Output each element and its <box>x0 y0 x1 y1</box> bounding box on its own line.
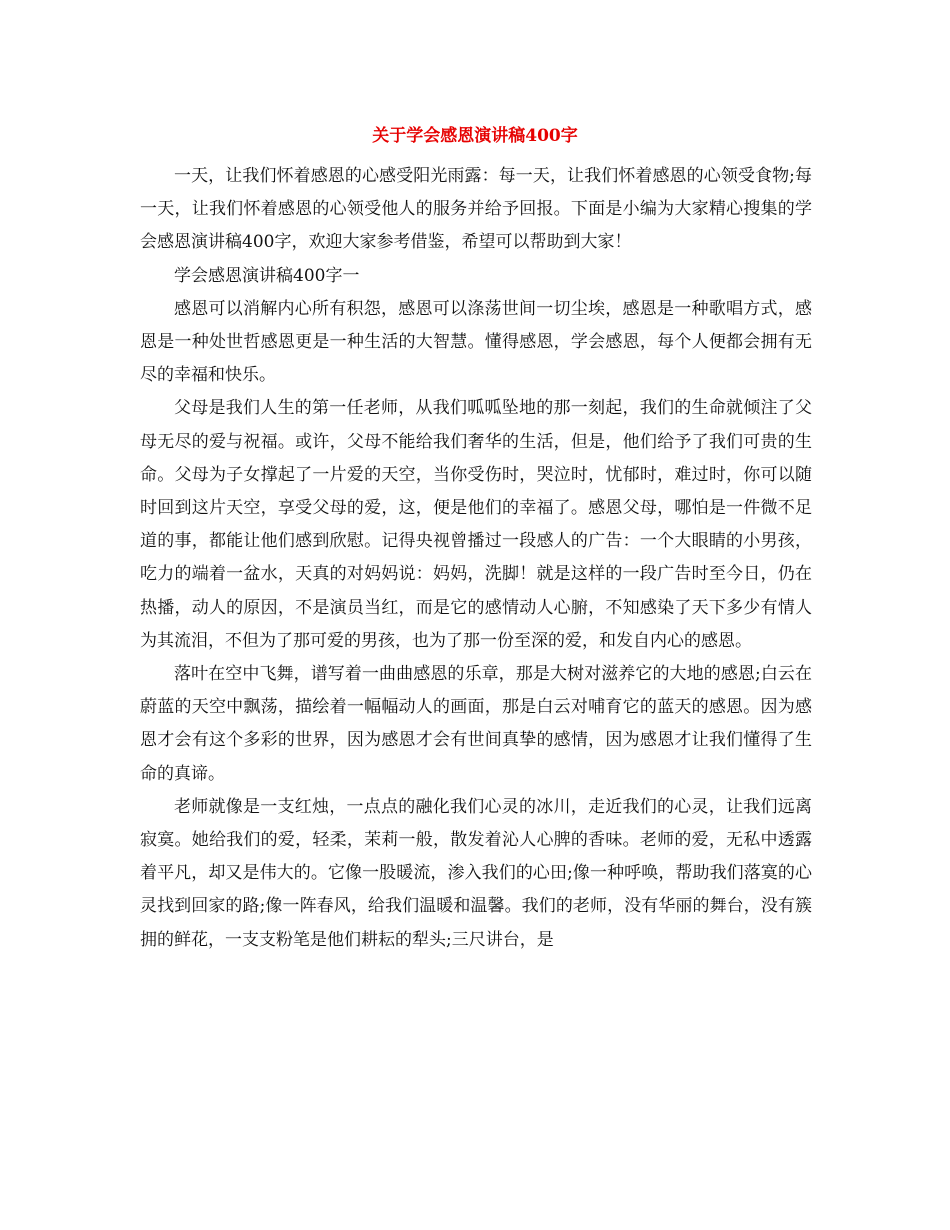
document-body <box>140 160 812 957</box>
paragraph: 父母是我们人生的第一任老师，从我们呱呱坠地的那一刻起，我们的生命就倾注了父母无尽的爱与祝福。或许，父母不能给我们奢华的生活，但是，他们给予了我们可贵的生命。父母为子女撑起了一片爱的天空，当你受伤时，哭泣时，忧郁时，难过时，你可以随时回到这片天空，享受父母的爱，这，便是他们的幸福了。感恩父母，哪怕是一件微不足道的事，都能让他们感到欣慰。记得央视曾播过一段感人的广告：一个大眼睛的小男孩，吃力的端着一盆水，天真的对妈妈说：妈妈，洗脚！就是这样的一段广告时至今日，仍在热播，动人的原因，不是演员当红，而是它的感情动人心腑，不知感染了天下多少有情人为其流泪，不但为了那可爱的男孩，也为了那一份至深的爱，和发自内心的感恩。 <box>140 398 812 651</box>
paragraph: 老师就像是一支红烛，一点点的融化我们心灵的冰川，走近我们的心灵，让我们远离寂寞。她给我们的爱，轻柔，茉莉一般，散发着沁人心脾的香味。老师的爱，无私中透露着平凡，却又是伟大的。它像一股暖流，渗入我们的心田;像一种呼唤，帮助我们落寞的心灵找到回家的路;像一阵春风，给我们温暖和温馨。我们的老师，没有华丽的舞台，没有簇拥的鲜花，一支支粉笔是他们耕耘的犁头;三尺讲台，是 <box>140 796 812 950</box>
section-heading: 学会感恩演讲稿400字一 <box>174 265 360 286</box>
paragraph: 感恩可以消解内心所有积怨，感恩可以涤荡世间一切尘埃，感恩是一种歌唱方式，感恩是一种处世哲感恩更是一种生活的大智慧。懂得感恩，学会感恩，每个人便都会拥有无尽的幸福和快乐。 <box>140 298 812 386</box>
document-title: 关于学会感恩演讲稿400字 <box>372 126 578 146</box>
paragraph-intro: 一天，让我们怀着感恩的心感受阳光雨露：每一天，让我们怀着感恩的心领受食物;每一天，让我们怀着感恩的心领受他人的服务并给予回报。下面是小编为大家精心搜集的学会感恩演讲稿400字，欢迎大家参考借鉴，希望可以帮助到大家！ <box>140 166 812 253</box>
paragraph: 落叶在空中飞舞，谱写着一曲曲感恩的乐章，那是大树对滋养它的大地的感恩;白云在蔚蓝的天空中飘荡，描绘着一幅幅动人的画面，那是白云对哺育它的蓝天的感恩。因为感恩才会有这个多彩的世界，因为感恩才会有世间真挚的感情，因为感恩才让我们懂得了生命的真谛。 <box>140 664 812 784</box>
